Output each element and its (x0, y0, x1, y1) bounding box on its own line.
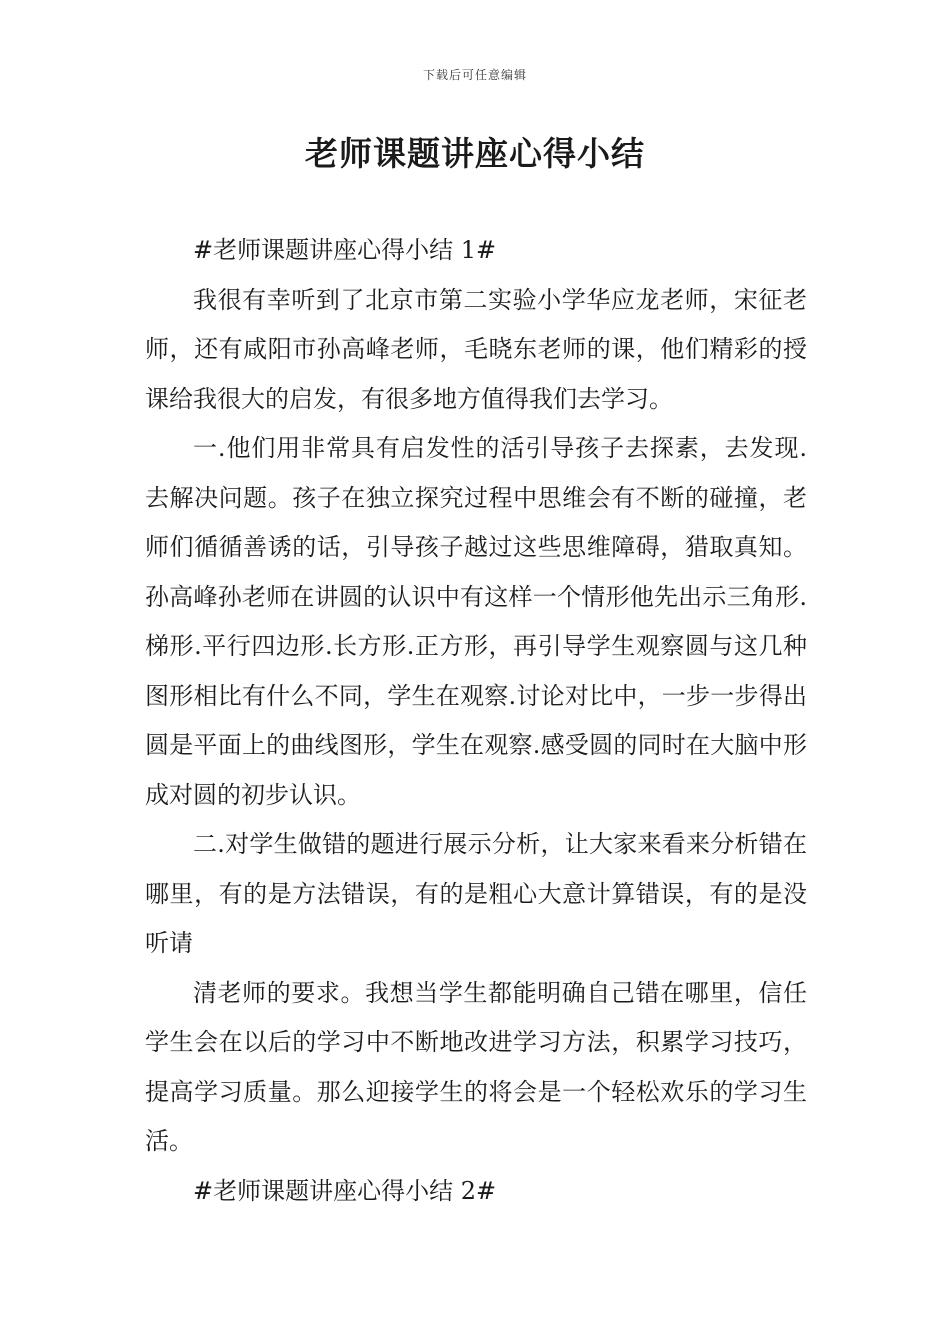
document-title: 老师课题讲座心得小结 (305, 134, 645, 173)
section-heading-1: #老师课题讲座心得小结 1# (193, 236, 497, 264)
document-body (145, 226, 807, 1216)
paragraph: 我很有幸听到了北京市第二实验小学华应龙老师，宋征老师，还有咸阳市孙高峰老师，毛晓东老师的课，他们精彩的授课给我很大的启发，有很多地方值得我们去学习。 (145, 285, 807, 413)
paragraph: 清老师的要求。我想当学生都能明确自己错在哪里，信任学生会在以后的学习中不断地改进学习方法，积累学习技巧，提高学习质量。那么迎接学生的将会是一个轻松欢乐的学习生活。 (145, 978, 807, 1155)
paragraph: 二.对学生做错的题进行展示分析，让大家来看来分析错在哪里，有的是方法错误，有的是粗心大意计算错误，有的是没听请 (145, 830, 807, 957)
paragraph: 一.他们用非常具有启发性的活引导孩子去探素，去发现.去解决问题。孩子在独立探究过程中思维会有不断的碰撞，老师们循循善诱的话，引导孩子越过这些思维障碍，猎取真知。孙高峰孙老师在讲圆的认识中有这样一个情形他先出示三角形.梯形.平行四边形.长方形.正方形，再引导学生观察圆与这几种图形相比有什么不同，学生在观察.讨论对比中，一步一步得出圆是平面上的曲线图形，学生在观察.感受圆的同时在大脑中形成对圆的初步认识。 (145, 434, 807, 809)
header-note: 下载后可任意编辑 (422, 68, 527, 82)
section-heading-2: #老师课题讲座心得小结 2# (193, 1176, 497, 1205)
